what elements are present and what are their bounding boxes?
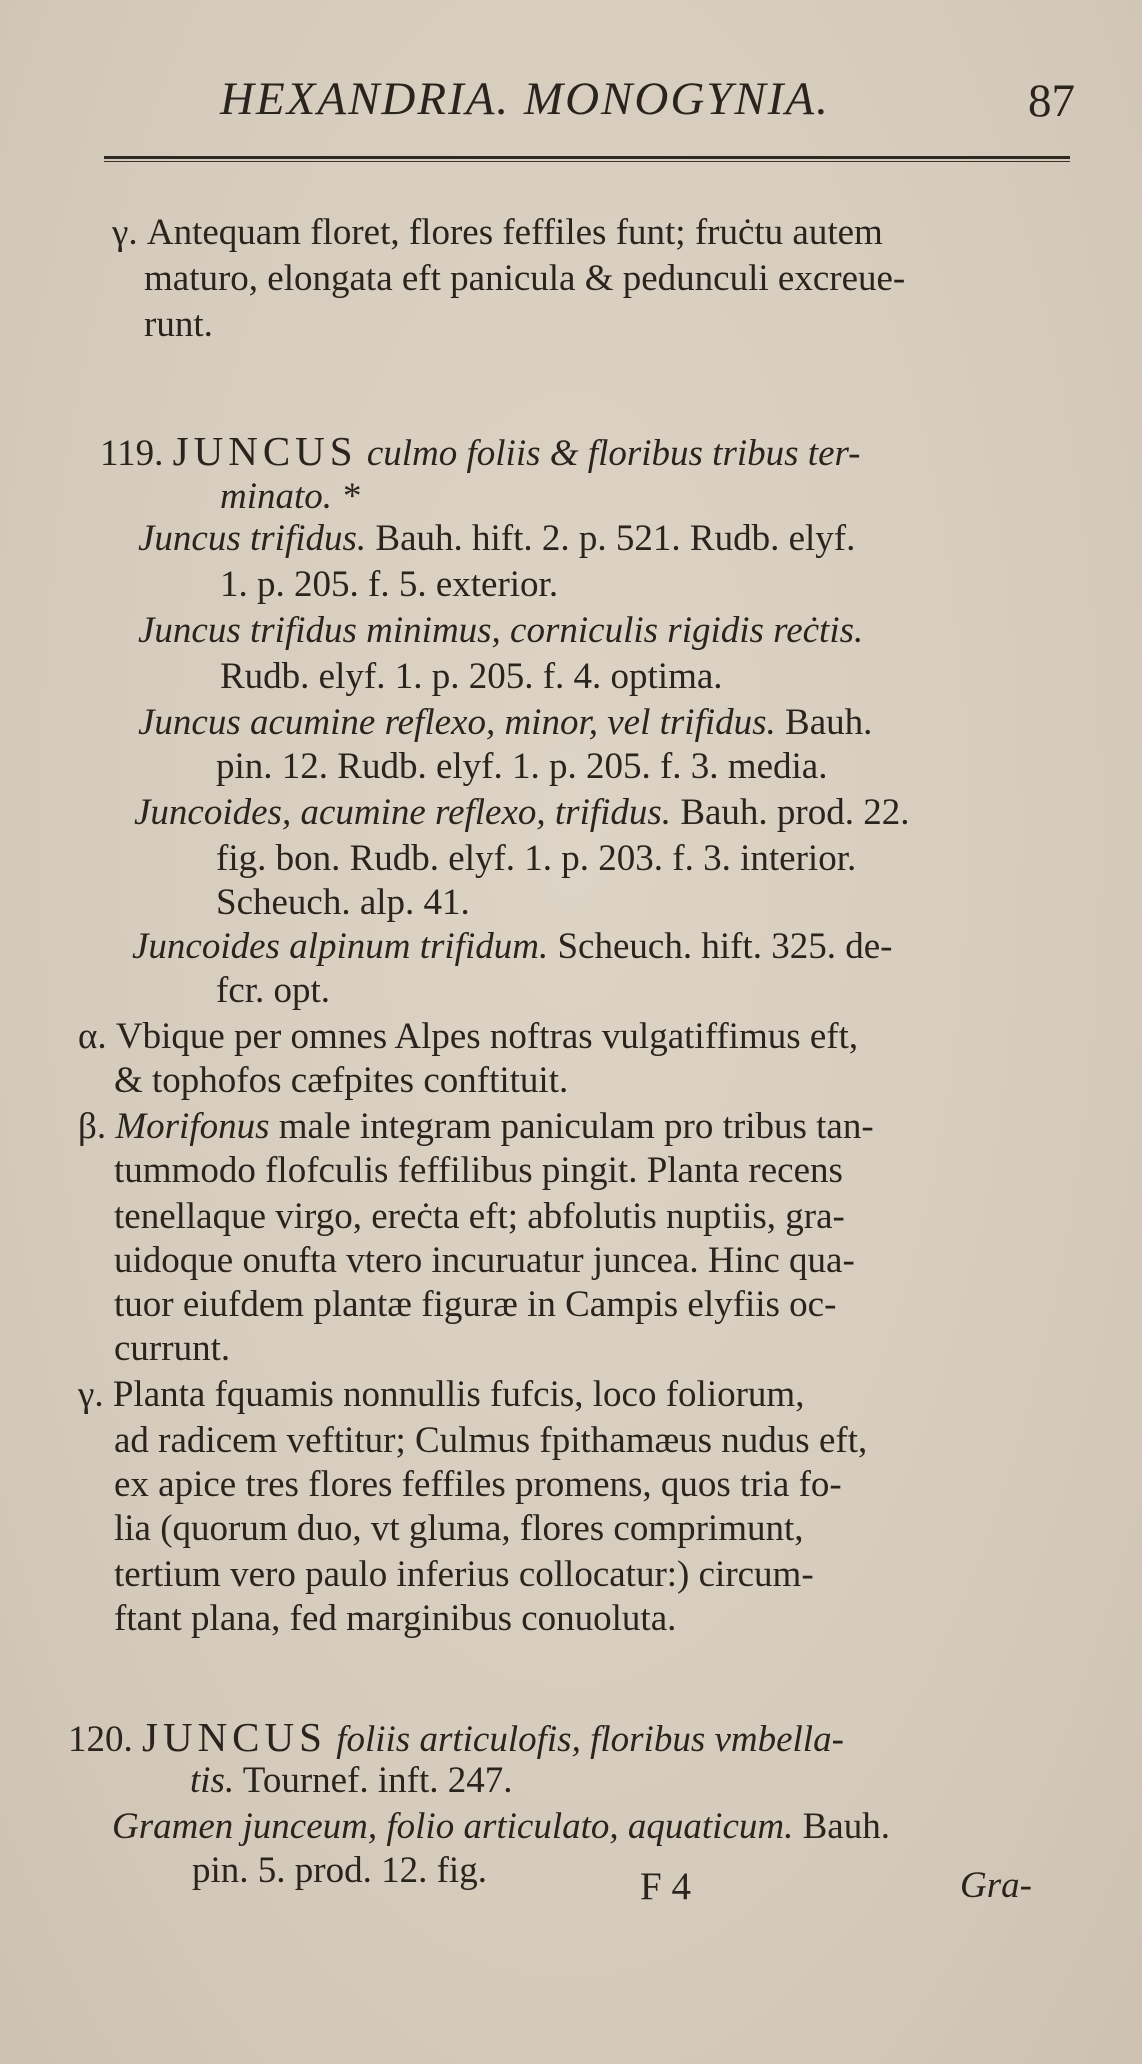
synonym-line <box>134 792 910 834</box>
note-line <box>78 1106 874 1148</box>
text-line <box>144 258 905 300</box>
text-run: pin. 12. Rudb. elyf. 1. p. 205. f. 3. media. <box>216 746 828 787</box>
text-run: Scheuch. alp. 41. <box>216 882 470 923</box>
text-line <box>144 304 213 346</box>
text-line <box>114 1554 814 1596</box>
text-line <box>114 1508 804 1550</box>
text-line <box>216 838 856 880</box>
text-run: uidoque onufta vtero incuruatur juncea. Hinc qua- <box>114 1240 855 1281</box>
text-run: fcr. opt. <box>216 970 331 1011</box>
text-run: 1. p. 205. f. 5. exterior. <box>220 564 559 605</box>
text-run: 119. <box>100 433 173 474</box>
text-line <box>114 1240 855 1282</box>
text-line <box>114 1284 836 1326</box>
italic-run: Gramen junceum, folio articulato, aquaticum. <box>112 1806 794 1847</box>
italic-run: Juncus trifidus minimus, corniculis rigidis reċtis. <box>138 610 864 651</box>
synonym-line <box>138 610 863 652</box>
text-run: Bauh. <box>793 1806 890 1847</box>
catchword: Gra- <box>960 1865 1032 1906</box>
running-header <box>0 72 1142 132</box>
text-run: fig. bon. Rudb. elyf. 1. p. 203. f. 3. interior. <box>216 838 857 879</box>
text-run: & tophofos cæfpites conftituit. <box>114 1060 569 1101</box>
text-run: tummodo flofculis feffilibus pingit. Planta recens <box>114 1150 843 1191</box>
text-line <box>220 656 723 698</box>
page-number: 87 <box>1028 75 1075 127</box>
text-line <box>216 882 470 924</box>
entry-heading <box>100 430 860 475</box>
italic-run: culmo foliis & floribus tribus ter- <box>357 433 861 474</box>
text-run: γ. Antequam floret, flores feffiles funt; fruċtu autem <box>112 212 883 253</box>
genus-name: JUNCUS <box>142 1714 327 1760</box>
text-run: runt. <box>144 304 213 345</box>
italic-run: Juncus acumine reflexo, minor, vel trifidus. <box>138 702 776 743</box>
synonym-line <box>138 518 855 560</box>
italic-run: Morifonus <box>115 1106 270 1147</box>
header-rule <box>104 156 1070 159</box>
text-run: α. Vbique per omnes Alpes noftras vulgatiffimus eft, <box>78 1016 859 1057</box>
text-line <box>112 212 883 254</box>
text-run: Scheuch. hift. 325. de- <box>548 926 893 967</box>
italic-run: Juncoides alpinum trifidum. <box>132 926 549 967</box>
text-run: 120. <box>68 1719 142 1760</box>
text-run: ad radicem veftitur; Culmus fpithamæus nudus eft, <box>114 1420 868 1461</box>
italic-run: tis. <box>190 1760 235 1801</box>
text-run: tenellaque virgo, ereċta eft; abfolutis nuptiis, gra- <box>114 1196 845 1237</box>
text-run: Bauh. <box>775 702 873 743</box>
note-line <box>78 1374 804 1416</box>
text-run: currunt. <box>114 1328 231 1369</box>
genus-name: JUNCUS <box>172 428 358 474</box>
italic-run: minato. * <box>220 476 360 517</box>
synonym-line <box>112 1806 890 1848</box>
text-run: male integram paniculam pro tribus tan- <box>269 1106 874 1147</box>
text-run: ex apice tres flores feffiles promens, quos tria fo- <box>114 1464 842 1505</box>
text-line <box>114 1060 568 1102</box>
text-line <box>114 1150 843 1192</box>
text-run: tuor eiufdem plantæ figuræ in Campis elyfiis oc- <box>114 1284 837 1325</box>
italic-run: Juncus trifidus. <box>138 518 367 559</box>
running-title: HEXANDRIA. MONOGYNIA. <box>220 73 830 125</box>
text-run: tertium vero paulo inferius collocatur:) circum- <box>114 1554 814 1595</box>
note-line <box>78 1016 858 1058</box>
text-line <box>216 746 827 788</box>
entry-heading <box>68 1716 844 1761</box>
text-line <box>114 1464 842 1506</box>
text-run: Bauh. hift. 2. p. 521. Rudb. elyf. <box>366 518 856 559</box>
synonym-line <box>132 926 892 968</box>
text-run: pin. 5. prod. 12. fig. <box>192 1850 487 1891</box>
italic-run: foliis articulofis, floribus vmbella- <box>326 1719 844 1760</box>
text-run: Rudb. elyf. 1. p. 205. f. 4. optima. <box>220 656 723 697</box>
header-rule-thin <box>104 161 1070 162</box>
italic-run: Juncoides, acumine reflexo, trifidus. <box>134 792 672 833</box>
text-line <box>114 1420 867 1462</box>
text-line <box>190 1760 513 1802</box>
signature-mark: F 4 <box>640 1865 691 1908</box>
text-line <box>220 476 360 518</box>
text-line <box>114 1328 230 1370</box>
text-run: lia (quorum duo, vt gluma, flores comprimunt, <box>114 1508 804 1549</box>
text-line <box>192 1850 487 1892</box>
text-run: Bauh. prod. 22. <box>671 792 910 833</box>
text-line <box>216 970 330 1012</box>
text-run: Tournef. inft. 247. <box>234 1760 513 1801</box>
synonym-line <box>138 702 872 744</box>
text-run: γ. Planta fquamis nonnullis fufcis, loco foliorum, <box>78 1374 805 1415</box>
text-run: ftant plana, fed marginibus conuoluta. <box>114 1598 677 1639</box>
text-line <box>220 564 558 606</box>
text-run: β. <box>78 1106 116 1147</box>
text-run: maturo, elongata eft panicula & pedunculi excreue- <box>144 258 906 299</box>
text-line <box>114 1598 676 1640</box>
text-line <box>114 1196 845 1238</box>
